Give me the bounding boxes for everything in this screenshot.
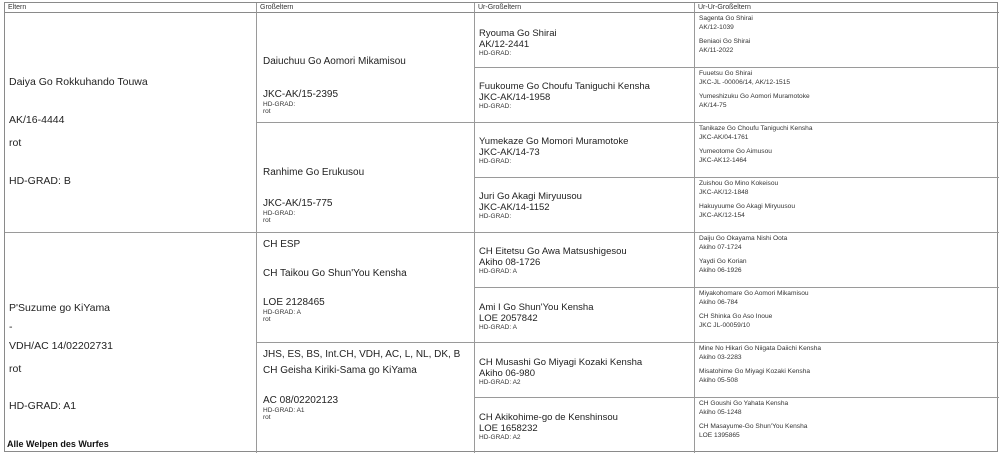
great-grandparent-cell: [475, 233, 695, 288]
ancestor-registration: Akiho 05-508: [699, 376, 738, 384]
ancestor-name: Yaydi Go Korian: [699, 258, 747, 265]
ancestor-registration: JKC-JL -00006/14, AK/12-1515: [699, 78, 791, 86]
ancestor-registration: Akiho 06-1926: [699, 266, 742, 274]
ancestor-registration: JKC-AK/12-1848: [699, 188, 749, 196]
grandparent-name: Ranhime Go Erukusou: [263, 167, 365, 178]
grandparent-hd-grade: HD-GRAD: A: [263, 309, 301, 316]
ancestor-name: Sagenta Go Shirai: [699, 15, 753, 22]
ancestor-name: Hakuyuume Go Akagi Miryuusou: [699, 203, 796, 210]
header-great-great-grandparents: Ur-Ur-Großeltern: [695, 3, 999, 13]
ancestor-name: Yumeotome Go Aimusou: [699, 148, 772, 155]
great-grandparent-registration: Akiho 06-980: [479, 368, 535, 379]
ancestor-name: CH Shinka Go Aso Inoue: [699, 313, 773, 320]
header-great-grandparents: Ur-Großeltern: [475, 3, 695, 13]
great-grandparent-cell: [475, 398, 695, 453]
grandparent-cell: [257, 123, 475, 233]
great-grandparent-cell: [475, 13, 695, 68]
great-grandparent-registration: JKC-AK/14-1958: [479, 92, 551, 103]
great-grandparent-name: Ami I Go Shun'You Kensha: [479, 302, 594, 313]
dam-dash: -: [9, 321, 13, 333]
ancestor-registration: AK/12-1039: [699, 23, 734, 31]
grandparent-registration: LOE 2128465: [263, 297, 325, 308]
litter-label: Alle Welpen des Wurfes: [7, 439, 109, 449]
great-great-grandparents-cell: [695, 68, 999, 123]
grandparent-title: JHS, ES, BS, Int.CH, VDH, AC, L, NL, DK, B: [263, 349, 461, 360]
ancestor-registration: Akiho 05-1248: [699, 408, 742, 416]
great-grandparent-registration: LOE 1658232: [479, 423, 538, 434]
dam-hd-grade: HD-GRAD: A1: [9, 400, 77, 412]
great-grandparent-registration: LOE 2057842: [479, 313, 538, 324]
great-grandparent-hd-grade: HD-GRAD:: [479, 103, 512, 110]
great-grandparent-cell: [475, 288, 695, 343]
grandparent-hd-grade: HD-GRAD:: [263, 210, 296, 217]
dam-cell: [5, 233, 257, 453]
ancestor-registration: AK/14-75: [699, 101, 727, 109]
grandparent-color: rot: [263, 316, 271, 323]
grandparent-registration: AC 08/02202123: [263, 395, 339, 406]
ancestor-registration: LOE 1395865: [699, 431, 740, 439]
sire-cell: [5, 13, 257, 233]
grandparent-hd-grade: HD-GRAD: A1: [263, 407, 305, 414]
grandparent-registration: JKC-AK/15-775: [263, 198, 333, 209]
sire-registration: AK/16-4444: [9, 114, 65, 126]
sire-color: rot: [9, 137, 22, 149]
ancestor-name: CH Goushi Go Yahata Kensha: [699, 400, 789, 407]
great-grandparent-registration: JKC-AK/14-1152: [479, 202, 550, 213]
great-great-grandparents-cell: [695, 398, 999, 453]
grandparent-name: CH Geisha Kiriki-Sama go KiYama: [263, 365, 417, 376]
grandparent-cell: [257, 343, 475, 453]
great-great-grandparents-cell: [695, 233, 999, 288]
great-grandparent-name: Ryouma Go Shirai: [479, 28, 557, 39]
grandparent-color: rot: [263, 414, 271, 421]
ancestor-registration: Akiho 03-2283: [699, 353, 742, 361]
ancestor-name: CH Masayume-Go Shun'You Kensha: [699, 423, 808, 430]
ancestor-name: Zuishou Go Mino Kokeisou: [699, 180, 779, 187]
great-grandparent-name: CH Eitetsu Go Awa Matsushigesou: [479, 246, 627, 257]
great-great-grandparents-cell: [695, 13, 999, 68]
dam-color: rot: [9, 363, 22, 375]
grandparent-cell: [257, 233, 475, 343]
dam-registration: VDH/AC 14/02202731: [9, 340, 113, 352]
dam-name: P'Suzume go KiYama: [9, 302, 111, 314]
pedigree-table: [4, 2, 998, 452]
ancestor-name: Miyakohomare Go Aomori Mikamisou: [699, 290, 809, 297]
great-grandparent-registration: AK/12-2441: [479, 39, 530, 50]
great-grandparent-hd-grade: HD-GRAD: A: [479, 268, 517, 275]
great-grandparent-cell: [475, 178, 695, 233]
great-great-grandparents-cell: [695, 123, 999, 178]
ancestor-name: Fuuetsu Go Shirai: [699, 70, 753, 77]
header-parents: Eltern: [5, 3, 257, 13]
great-grandparent-hd-grade: HD-GRAD: A2: [479, 434, 521, 441]
sire-name: Daiya Go Rokkuhando Touwa: [9, 76, 148, 88]
ancestor-registration: JKC-AK12-1464: [699, 156, 747, 164]
ancestor-name: Daiju Go Okayama Nishi Oota: [699, 235, 788, 242]
grandparent-title: CH ESP: [263, 239, 301, 250]
ancestor-name: Beniaoi Go Shirai: [699, 38, 751, 45]
ancestor-registration: Akiho 06-784: [699, 298, 738, 306]
ancestor-registration: JKC-AK/12-154: [699, 211, 745, 219]
grandparent-registration: JKC-AK/15-2395: [263, 89, 339, 100]
great-great-grandparents-cell: [695, 288, 999, 343]
sire-hd-grade: HD-GRAD: B: [9, 175, 71, 187]
grandparent-color: rot: [263, 108, 271, 115]
great-grandparent-cell: [475, 343, 695, 398]
header-grandparents: Großeltern: [257, 3, 475, 13]
great-grandparent-cell: [475, 68, 695, 123]
great-grandparent-name: Fuukoume Go Choufu Taniguchi Kensha: [479, 81, 650, 92]
great-great-grandparents-cell: [695, 343, 999, 398]
great-grandparent-hd-grade: HD-GRAD:: [479, 158, 512, 165]
great-great-grandparents-cell: [695, 178, 999, 233]
great-grandparent-registration: Akiho 08-1726: [479, 257, 541, 268]
grandparent-cell: [257, 13, 475, 123]
grandparent-name: CH Taikou Go Shun'You Kensha: [263, 268, 407, 279]
ancestor-registration: JKC-AK/04-1761: [699, 133, 749, 141]
great-grandparent-hd-grade: HD-GRAD: A2: [479, 379, 521, 386]
ancestor-name: Misatohime Go Miyagi Kozaki Kensha: [699, 368, 811, 375]
grandparent-name: Daiuchuu Go Aomori Mikamisou: [263, 56, 406, 67]
ancestor-name: Yumeshizuku Go Aomori Muramotoke: [699, 93, 810, 100]
great-grandparent-name: Juri Go Akagi Miryuusou: [479, 191, 582, 202]
grandparent-color: rot: [263, 217, 271, 224]
great-grandparent-registration: JKC-AK/14-73: [479, 147, 540, 158]
great-grandparent-hd-grade: HD-GRAD:: [479, 213, 512, 220]
ancestor-registration: Akiho 07-1724: [699, 243, 742, 251]
grandparent-hd-grade: HD-GRAD:: [263, 101, 296, 108]
ancestor-registration: JKC JL-00059/10: [699, 321, 750, 329]
great-grandparent-cell: [475, 123, 695, 178]
ancestor-name: Mine No Hikari Go Niigata Daiichi Kensha: [699, 345, 822, 352]
great-grandparent-name: Yumekaze Go Momori Muramotoke: [479, 136, 629, 147]
ancestor-name: Tanikaze Go Choufu Taniguchi Kensha: [699, 125, 813, 132]
great-grandparent-name: CH Musashi Go Miyagi Kozaki Kensha: [479, 357, 643, 368]
ancestor-registration: AK/11-2022: [699, 46, 734, 54]
great-grandparent-hd-grade: HD-GRAD:: [479, 50, 512, 57]
great-grandparent-name: CH Akikohime-go de Kenshinsou: [479, 412, 618, 423]
great-grandparent-hd-grade: HD-GRAD: A: [479, 324, 517, 331]
